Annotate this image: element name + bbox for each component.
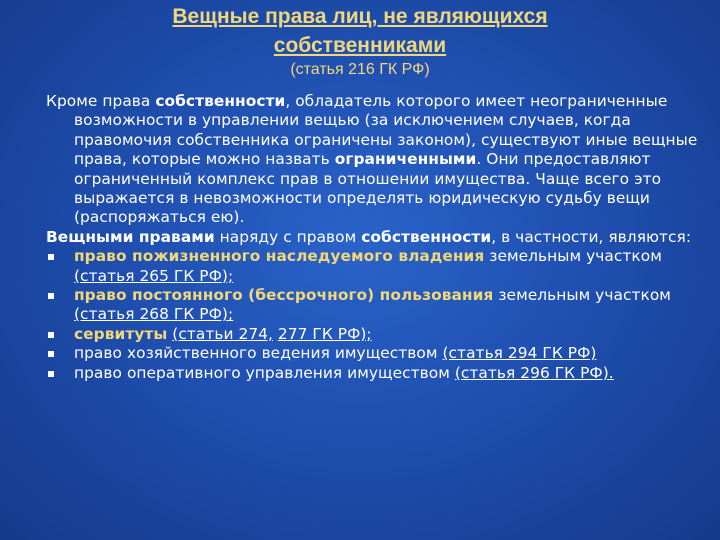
article-link-296[interactable]: (статья 296 ГК РФ). — [454, 363, 614, 382]
item-text: земельным участком — [484, 247, 662, 266]
item-text: право оперативного управления имуществом — [74, 363, 455, 382]
article-link-268[interactable]: (статья 268 ГК РФ); — [74, 305, 234, 324]
intro-text-3: . Они предоставляют ограниченный комплекс прав в отношении имущества. Чаще всего это выражается в невозможности определять юридическую судьбу вещи (распоряжаться ею). — [74, 150, 662, 227]
intro-bold-ownership: собственности — [155, 92, 286, 110]
intro-bold-limited: ограниченными — [334, 150, 477, 169]
title-line-1: Вещные права лиц, не являющихся — [172, 5, 548, 28]
article-link-274[interactable]: (статьи 274, — [172, 324, 273, 343]
list-item — [46, 247, 714, 286]
item-text: земельным участком — [493, 286, 671, 305]
title-line-2: собственниками — [273, 34, 447, 57]
article-link-277[interactable]: 277 ГК РФ); — [277, 324, 372, 343]
square-bullet-icon — [48, 293, 54, 299]
list-item — [46, 286, 714, 325]
article-link-265[interactable]: (статья 265 ГК РФ); — [74, 266, 234, 285]
slide-subtitle: (статья 216 ГК РФ) — [290, 61, 430, 78]
intro-text-1: Кроме права — [46, 92, 156, 110]
rights-text-2: , в частности, являются: — [491, 227, 692, 246]
item-highlight: право пожизненного наследуемого владения — [74, 247, 485, 266]
list-item — [46, 325, 714, 344]
list-item — [46, 364, 714, 383]
list-item — [46, 344, 714, 363]
square-bullet-icon — [48, 254, 54, 260]
square-bullet-icon — [48, 332, 54, 338]
rights-paragraph — [46, 228, 714, 247]
item-highlight: сервитуты — [74, 324, 168, 343]
intro-paragraph — [46, 92, 714, 228]
slide-title — [80, 2, 640, 60]
intro-text-2: , обладатель которого имеет неограниченные возможности в управлении вещью (за исключением случаев, когда правомочия собственника ограничены законом), существуют иные вещные права, которые можно назвать — [74, 92, 698, 169]
rights-bold-ownership: собственности — [361, 227, 492, 246]
article-link-294[interactable]: (статья 294 ГК РФ) — [442, 344, 597, 363]
square-bullet-icon — [48, 351, 54, 357]
rights-text-1: наряду с правом — [214, 227, 362, 246]
square-bullet-icon — [48, 371, 54, 377]
rights-list — [46, 247, 714, 383]
item-highlight: право постоянного (бессрочного) пользования — [74, 286, 494, 305]
rights-bold-real-rights: Вещными правами — [46, 227, 215, 246]
item-text: право хозяйственного ведения имуществом — [74, 344, 443, 363]
slide-body — [46, 92, 714, 383]
